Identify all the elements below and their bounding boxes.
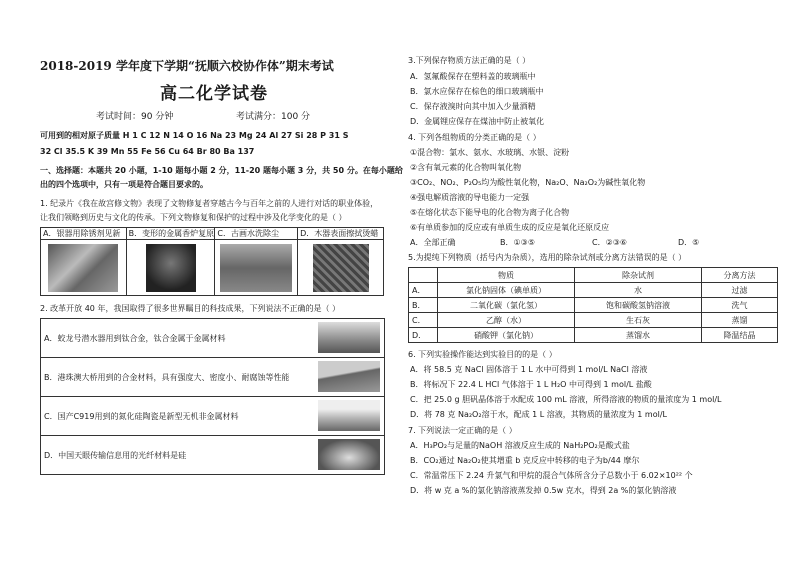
table-row: B． 二氧化碳（氯化氢） 饱和碳酸氢钠溶液 洗气 bbox=[409, 298, 778, 313]
q6-stem: 6. 下列实验操作能达到实验目的的是（ ） bbox=[408, 350, 557, 359]
q1-image-a bbox=[41, 240, 127, 296]
q5-header-method: 分离方法 bbox=[702, 268, 778, 283]
q3-stem: 3.下列保存物质方法正确的是（ ） bbox=[408, 56, 531, 65]
airplane-image bbox=[318, 400, 380, 431]
q2-stem: 2. 改革开放 40 年，我国取得了很多世界瞩目的科技成果，下列说法不正确的是（ ） bbox=[40, 304, 340, 313]
q1-image-d bbox=[298, 240, 384, 296]
q2-option-d-row bbox=[41, 435, 384, 474]
q1-option-a: A．银器用除锈剂见新 bbox=[41, 228, 127, 240]
q3-option-c: C．保存液溴时向其中加入少量酒精 bbox=[410, 102, 536, 111]
q7-stem: 7. 下列说法一定正确的是（ ） bbox=[408, 426, 517, 435]
q4-item-1: ①混合物：氯水、氨水、水玻璃、水银、淀粉 bbox=[410, 148, 570, 157]
q4-stem: 4. 下列各组物质的分类正确的是（ ） bbox=[408, 133, 541, 142]
q1-option-c: C．古画水洗除尘 bbox=[215, 228, 298, 240]
q2-option-c: C．国产C919用到的氮化硅陶瓷是新型无机非金属材料 bbox=[44, 412, 239, 421]
q6-option-c: C．把 25.0 g 胆矾晶体溶于水配成 100 mL 溶液，所得溶液的物质的量浓度为 1 mol/L bbox=[410, 395, 722, 404]
q1-stem-line2: 让我们领略到历史与文化的传承。下列文物修复和保护的过程中涉及化学变化的是（ ） bbox=[40, 213, 347, 222]
q4-item-3: ③CO₂、NO₂、P₂O₅均为酸性氧化物，Na₂O、Na₂O₂为碱性氧化物 bbox=[410, 178, 646, 187]
table-row: A． 氯化钠固体（碘单质） 水 过滤 bbox=[409, 283, 778, 298]
q4-option-a: A．全部正确 bbox=[410, 238, 456, 247]
woodcarving-image bbox=[313, 244, 369, 292]
silverware-image bbox=[48, 244, 118, 292]
q5-header-row bbox=[409, 268, 778, 283]
exam-time: 考试时间：90 分钟 bbox=[96, 112, 174, 122]
q6-option-d: D．将 78 克 Na₂O₂溶于水，配成 1 L 溶液，其物质的量浓度为 1 mol/L bbox=[410, 410, 667, 419]
q1-stem-line1: 1. 纪录片《我在故宫修文物》表现了文物修复者穿越古今与百年之前的人进行对话的职业体验， bbox=[40, 199, 379, 208]
q6-option-b: B．将标况下 22.4 L HCl 气体溶于 1 L H₂O 中可得到 1 mol/L 盐酸 bbox=[410, 380, 652, 389]
table-row: D． 硝酸钾（氯化钠） 蒸馏水 降温结晶 bbox=[409, 328, 778, 343]
q4-option-c: C．②③⑥ bbox=[592, 238, 628, 247]
q1-option-b: B．变形的金属香炉复原 bbox=[126, 228, 215, 240]
q2-option-a: A．蛟龙号潜水器用到钛合金，钛合金属于金属材料 bbox=[44, 334, 226, 343]
q1-image-b bbox=[126, 240, 215, 296]
q3-option-a: A．氢氟酸保存在塑料盖的玻璃瓶中 bbox=[410, 72, 536, 81]
q3-option-d: D．金属锂应保存在煤油中防止被氧化 bbox=[410, 117, 545, 126]
q7-option-a: A．H₃PO₂与足量的NaOH 溶液反应生成的 NaH₂PO₂是酸式盐 bbox=[410, 441, 630, 450]
q2-option-b: B．港珠澳大桥用到的合金材料，具有强度大、密度小、耐腐蚀等性能 bbox=[44, 373, 290, 382]
q4-option-b: B．①③⑤ bbox=[500, 238, 536, 247]
atomic-masses-line1: 可用到的相对原子质量 H 1 C 12 N 14 O 16 Na 23 Mg 24 Al 27 Si 28 P 31 S bbox=[40, 131, 349, 140]
exam-title: 2018-2019 学年度下学期“抚顺六校协作体”期末考试 bbox=[40, 59, 334, 73]
bridge-image bbox=[318, 361, 380, 392]
q2-option-c-row bbox=[41, 396, 384, 435]
q4-item-4: ④强电解质溶液的导电能力一定强 bbox=[410, 193, 530, 202]
section-instruction-line1: 一、选择题：本题共 20 小题，1-10 题每小题 2 分，11-20 题每小题 3 分，共 50 分。在每小题给 bbox=[40, 166, 403, 175]
q5-stem: 5.为提纯下列物质（括号内为杂质），选用的除杂试剂或分离方法错误的是（ ） bbox=[408, 253, 687, 262]
paper-title: 高二化学试卷 bbox=[160, 84, 268, 104]
table-row: C． 乙醇（水） 生石灰 蒸馏 bbox=[409, 313, 778, 328]
q2-options-box bbox=[40, 318, 385, 475]
q2-option-d: D．中国天眼传输信息用的光纤材料是硅 bbox=[44, 451, 187, 460]
painting-image bbox=[220, 244, 292, 292]
q7-option-c: C．常温常压下 2.24 升氯气和甲烷的混合气体所含分子总数小于 6.02×10²² 个 bbox=[410, 471, 693, 480]
q5-header-substance: 物质 bbox=[438, 268, 575, 283]
q1-option-d: D．木器表面擦拭烫蜡 bbox=[298, 228, 384, 240]
q1-options-table bbox=[40, 227, 384, 296]
atomic-masses-line2: 32 Cl 35.5 K 39 Mn 55 Fe 56 Cu 64 Br 80 Ba 137 bbox=[40, 147, 255, 156]
q2-option-a-row bbox=[41, 319, 384, 357]
q1-image-c bbox=[215, 240, 298, 296]
q4-item-2: ②含有氧元素的化合物叫氧化物 bbox=[410, 163, 522, 172]
telescope-image bbox=[318, 439, 380, 470]
q3-option-b: B．氯水应保存在棕色的细口玻璃瓶中 bbox=[410, 87, 544, 96]
section-instruction-line2: 出的四个选项中，只有一项是符合题目要求的。 bbox=[40, 180, 208, 189]
q4-option-d: D．⑤ bbox=[678, 238, 700, 247]
q5-header-reagent: 除杂试剂 bbox=[575, 268, 702, 283]
q4-item-6: ⑥有单质参加的反应或有单质生成的反应是氧化还原反应 bbox=[410, 223, 610, 232]
q2-option-b-row bbox=[41, 357, 384, 396]
q7-option-b: B．CO₂通过 Na₂O₂使其增重 b 克反应中转移的电子为b/44 摩尔 bbox=[410, 456, 640, 465]
q4-item-5: ⑤在熔化状态下能导电的化合物为离子化合物 bbox=[410, 208, 570, 217]
censer-image bbox=[146, 244, 196, 292]
q6-option-a: A．将 58.5 克 NaCl 固体溶于 1 L 水中可得到 1 mol/L NaCl 溶液 bbox=[410, 365, 648, 374]
submersible-image bbox=[318, 322, 380, 353]
exam-score: 考试满分：100 分 bbox=[236, 112, 311, 122]
q5-table bbox=[408, 267, 778, 343]
q7-option-d: D．将 w 克 a %的氯化钠溶液蒸发掉 0.5w 克水，得到 2a %的氯化钠溶液 bbox=[410, 486, 677, 495]
